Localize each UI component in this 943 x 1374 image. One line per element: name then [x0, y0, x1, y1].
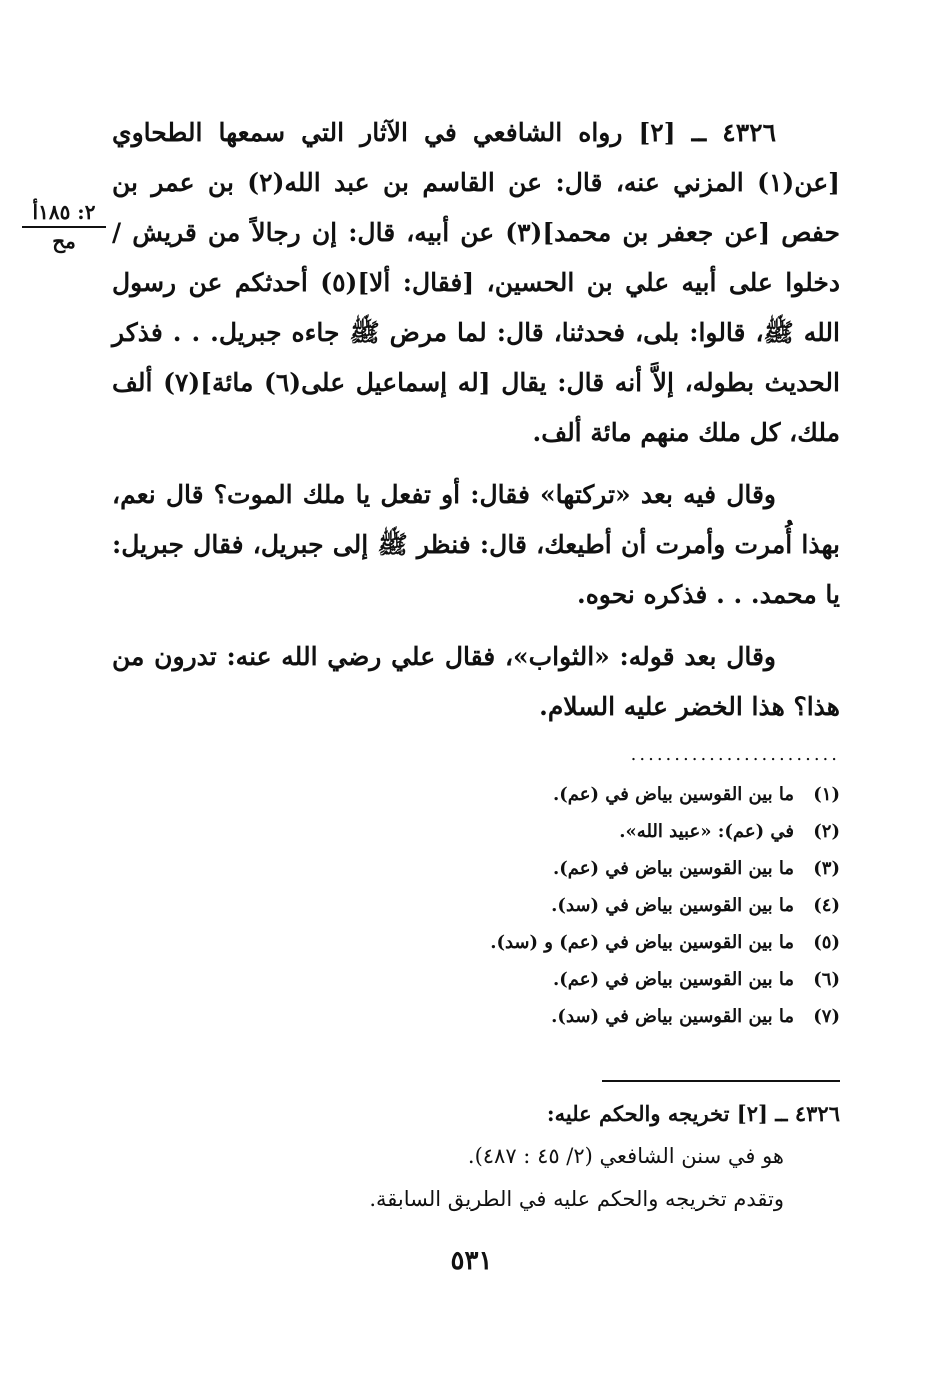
manuscript-folio-note	[22, 200, 106, 253]
footnote-text: ما بين القوسين بياض في (عم) و (سد).	[490, 932, 794, 953]
takhrij-line-1: هو في سنن الشافعي (٢/ ٤٥ : ٤٨٧).	[467, 1144, 784, 1168]
footnote-number: (٥)	[813, 932, 840, 953]
footnotes	[420, 776, 840, 1035]
footnote-1	[420, 776, 840, 813]
footnote-text: ما بين القوسين بياض في (سد).	[551, 895, 794, 916]
takhrij-divider	[602, 1080, 840, 1082]
takhrij-heading: ٤٣٢٦ ــ [٢] تخريجه والحكم عليه:	[546, 1101, 840, 1126]
footnote-5	[420, 924, 840, 961]
footnote-7	[420, 998, 840, 1035]
footnote-number: (١)	[813, 784, 840, 805]
footnote-number: (٦)	[813, 969, 840, 990]
footnote-text: ما بين القوسين بياض في (عم).	[552, 969, 794, 990]
takhrij-section	[240, 1092, 840, 1221]
folio-reference: ٢: ١٨٥أ	[22, 200, 106, 228]
footnote-number: (٢)	[813, 821, 840, 842]
footnote-6	[420, 961, 840, 998]
footnote-number: (٤)	[813, 895, 840, 916]
main-text	[112, 108, 840, 744]
footnote-text: ما بين القوسين بياض في (عم).	[552, 858, 794, 879]
paragraph-1: ٤٣٢٦ ــ [٢] رواه الشافعي في الآثار التي سمعها الطحاوي [عن(١) المزني عنه، قال: عن القاسم بن عبد الله(٢) بن عمر بن حفص [عن جعفر بن محمد](٣) عن أبيه، قال: إن رجالاً من قريش / دخلوا على أبيه علي بن الحسين، [فقال: ألا](٥) أحدثكم عن رسول الله ﷺ، قالوا: بلى، فحدثنا، قال: لما مرض ﷺ جاءه جبريل. . . فذكر الحديث بطوله، إلاَّ أنه قال: يقال [له إسماعيل على(٦) مائة](٧) ألف ملك، كل ملك منهم مائة ألف.	[112, 118, 840, 447]
paragraph-2: وقال فيه بعد «تركتها» فقال: أو تفعل يا ملك الموت؟ قال نعم، بهذا أُمرت وأمرت أن أطيعك، قال: فنظر ﷺ إلى جبريل، فقال جبريل: يا محمد. . . فذكره نحوه.	[112, 480, 840, 609]
manuscript-siglum: مح	[52, 229, 76, 253]
page-number: ٥٣١	[450, 1246, 493, 1276]
takhrij-line-2: وتقدم تخريجه والحكم عليه في الطريق السابقة.	[369, 1187, 784, 1211]
paragraph-3: وقال بعد قوله: «الثواب»، فقال علي رضي الله عنه: تدرون من هذا؟ هذا الخضر عليه السلام.	[112, 642, 840, 721]
footnote-number: (٧)	[813, 1006, 840, 1027]
footnote-text: ما بين القوسين بياض في (سد).	[551, 1006, 794, 1027]
footnote-3	[420, 850, 840, 887]
footnote-text: ما بين القوسين بياض في (عم).	[552, 784, 794, 805]
footnote-number: (٣)	[813, 858, 840, 879]
footnote-4	[420, 887, 840, 924]
footnote-text: في (عم): «عبيد الله».	[619, 821, 794, 842]
footnote-separator: ........................	[630, 744, 840, 765]
footnote-2	[420, 813, 840, 850]
